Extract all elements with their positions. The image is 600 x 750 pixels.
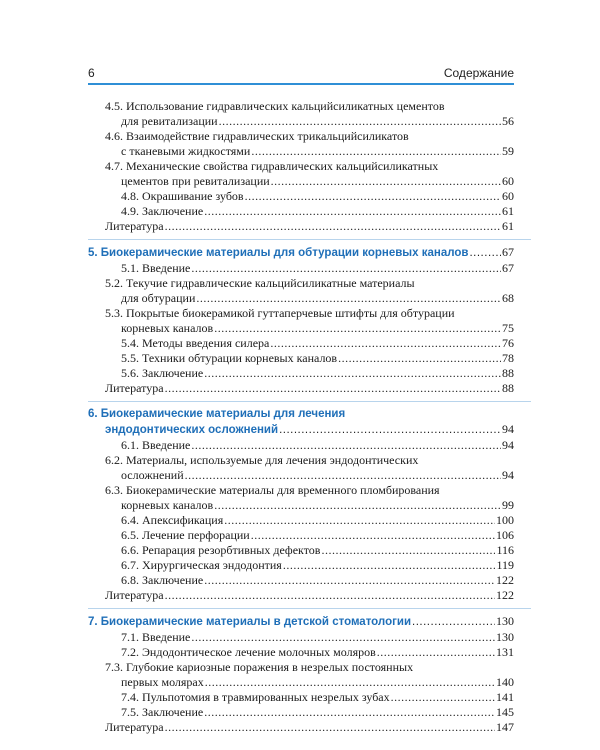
dot-leader (214, 498, 501, 513)
toc-entry-text: 6.3. Биокерамические материалы для временного пломбирования (105, 483, 440, 497)
toc-page-number: 116 (496, 543, 514, 557)
toc-entry (105, 438, 514, 453)
toc-page-number: 59 (502, 144, 514, 158)
toc-page-number: 88 (502, 366, 514, 380)
toc-entry (105, 366, 514, 381)
toc-entry-text: 5.3. Покрытые биокерамикой гуттаперчевые штифты для обтурации (105, 306, 455, 320)
toc-line (105, 219, 514, 234)
toc-entry-text: 6. Биокерамические материалы для лечения (88, 408, 346, 420)
toc-entry-text: 6.5. Лечение перфорации (121, 528, 250, 542)
toc-line (105, 114, 514, 129)
section-title: Содержание (443, 66, 514, 80)
toc-entry-text: осложнений (121, 468, 184, 482)
toc-page-number: 100 (496, 513, 514, 527)
dot-leader (270, 336, 501, 351)
dot-leader (185, 468, 501, 483)
toc-line (88, 407, 514, 422)
toc-line (105, 321, 514, 336)
toc-line (105, 204, 514, 219)
toc-entry (105, 513, 514, 528)
toc-line (105, 483, 514, 498)
dot-leader (191, 630, 495, 645)
dot-leader (391, 690, 495, 705)
toc-entry-text: 5.1. Введение (121, 261, 191, 275)
page-number: 6 (88, 66, 95, 80)
toc-entry-text: Литература (105, 219, 164, 233)
dot-leader (219, 114, 501, 129)
toc-page-number: 130 (496, 614, 514, 628)
dot-leader (205, 675, 495, 690)
dot-leader (204, 366, 501, 381)
dot-leader (469, 246, 501, 261)
toc-entry-text: 7.5. Заключение (121, 705, 204, 719)
toc-entry-text: 7.2. Эндодонтическое лечение молочных моляров (121, 645, 376, 659)
toc-entry (105, 573, 514, 588)
dot-leader (204, 705, 495, 720)
dot-leader (321, 543, 495, 558)
toc-line (105, 381, 514, 396)
dot-leader (165, 381, 501, 396)
dot-leader (191, 261, 501, 276)
toc-page-number: 61 (502, 204, 514, 218)
toc-page-number: 145 (496, 705, 514, 719)
toc-line (88, 422, 514, 438)
toc-line (105, 189, 514, 204)
toc-entry (105, 588, 514, 603)
toc-line (105, 261, 514, 276)
toc-page-number: 75 (502, 321, 514, 335)
dot-leader (165, 588, 495, 603)
toc-entry-text: с тканевыми жидкостями (121, 144, 251, 158)
toc-entry-text: Литература (105, 720, 164, 734)
toc-entry-text: первых молярах (121, 675, 204, 689)
toc-line (105, 690, 514, 705)
toc-entry-text: 5.6. Заключение (121, 366, 204, 380)
dot-leader (251, 528, 495, 543)
toc-entry-text: корневых каналов (121, 498, 214, 512)
toc-page-number: 140 (496, 675, 514, 689)
dot-leader (204, 204, 501, 219)
toc-entry-text: 4.8. Окрашивание зубов (121, 189, 244, 203)
toc-line (105, 438, 514, 453)
toc-page-number: 147 (496, 720, 514, 734)
toc-line (105, 528, 514, 543)
toc-entry-text: 7.3. Глубокие кариозные поражения в незрелых постоянных (105, 660, 414, 674)
toc-page-number: 78 (502, 351, 514, 365)
toc-line (105, 543, 514, 558)
toc-entry (105, 219, 514, 234)
toc-entry (105, 483, 514, 513)
toc-entry-text: цементов при ревитализации (121, 174, 270, 188)
toc-page-number: 68 (502, 291, 514, 305)
header-rule (88, 83, 514, 85)
toc-entry-text: 6.4. Апексификация (121, 513, 224, 527)
toc-page-number: 141 (496, 690, 514, 704)
toc-line (88, 614, 514, 630)
toc-line (105, 675, 514, 690)
toc-page-number: 60 (502, 174, 514, 188)
toc-entry (105, 336, 514, 351)
toc-entry-text: 5.4. Методы введения силера (121, 336, 270, 350)
toc-entry (105, 159, 514, 189)
toc-line (105, 645, 514, 660)
toc-line (105, 498, 514, 513)
toc-entry (105, 690, 514, 705)
toc-page-number: 94 (502, 422, 514, 436)
toc-line (105, 573, 514, 588)
toc-entry-text: 6.8. Заключение (121, 573, 204, 587)
toc-entry (105, 528, 514, 543)
toc-line (105, 660, 514, 675)
toc-page-number: 67 (502, 245, 514, 259)
toc-entry (105, 351, 514, 366)
dot-leader (338, 351, 501, 366)
toc-entry (105, 204, 514, 219)
toc-page-number: 119 (496, 558, 514, 572)
toc-entry (105, 381, 514, 396)
toc-entry (105, 129, 514, 159)
toc-line (88, 245, 514, 261)
toc-line (105, 453, 514, 468)
toc-entry-text: 5. Биокерамические материалы для обтурации корневых каналов (88, 247, 469, 259)
toc-page-number: 94 (502, 468, 514, 482)
toc-line (105, 336, 514, 351)
toc-page-number: 60 (502, 189, 514, 203)
toc-page-number: 99 (502, 498, 514, 512)
toc-entry-text: 7.4. Пульпотомия в травмированных незрелых зубах (121, 690, 390, 704)
toc-entry-text: 7. Биокерамические материалы в детской стоматологии (88, 616, 412, 628)
dot-leader (191, 438, 501, 453)
dot-leader (279, 423, 501, 438)
toc-entry-text: 5.5. Техники обтурации корневых каналов (121, 351, 338, 365)
toc-entry-text: для обтурации (121, 291, 196, 305)
toc-entry-text: 4.7. Механические свойства гидравлических кальцийсиликатных (105, 159, 439, 173)
toc-entry (105, 720, 514, 735)
chapter-heading (88, 407, 514, 438)
toc-entry-text: эндодонтических осложнений (105, 424, 279, 436)
toc-entry (105, 705, 514, 720)
chapter-divider (88, 239, 531, 240)
toc-entry (105, 453, 514, 483)
chapter-heading (88, 614, 514, 630)
dot-leader (224, 513, 495, 528)
dot-leader (214, 321, 501, 336)
dot-leader (271, 174, 501, 189)
toc-line (105, 159, 514, 174)
dot-leader (377, 645, 495, 660)
toc-page-number: 76 (502, 336, 514, 350)
toc-entry (105, 261, 514, 276)
toc-page-number: 122 (496, 588, 514, 602)
toc-line (105, 558, 514, 573)
toc-entry (105, 99, 514, 129)
dot-leader (196, 291, 501, 306)
toc-page-number: 106 (496, 528, 514, 542)
toc-line (105, 99, 514, 114)
toc-entry (105, 660, 514, 690)
toc-entry-text: корневых каналов (121, 321, 214, 335)
dot-leader (165, 720, 495, 735)
toc-page-number: 61 (502, 219, 514, 233)
toc-entry-text: 4.6. Взаимодействие гидравлических трикальцийсиликатов (105, 129, 409, 143)
toc-line (105, 366, 514, 381)
chapter-heading (88, 245, 514, 261)
toc-page-number: 130 (496, 630, 514, 644)
toc-entry-text: для ревитализации (121, 114, 218, 128)
toc-entry-text: Литература (105, 381, 164, 395)
toc-line (105, 513, 514, 528)
toc-line (105, 144, 514, 159)
toc-entry-text: 4.5. Использование гидравлических кальцийсиликатных цементов (105, 99, 445, 113)
toc-entry-text: 4.9. Заключение (121, 204, 204, 218)
toc-entry (105, 543, 514, 558)
dot-leader (283, 558, 496, 573)
toc-entry-text: Литература (105, 588, 164, 602)
dot-leader (245, 189, 501, 204)
toc-entry (105, 558, 514, 573)
toc-page-number: 56 (502, 114, 514, 128)
toc-entry-text: 5.2. Текучие гидравлические кальцийсиликатные материалы (105, 276, 415, 290)
toc-page-number: 88 (502, 381, 514, 395)
toc-line (105, 351, 514, 366)
toc-line (105, 276, 514, 291)
toc-entry (105, 630, 514, 645)
toc-line (105, 588, 514, 603)
toc-line (105, 291, 514, 306)
toc-entry-text: 7.1. Введение (121, 630, 191, 644)
dot-leader (412, 615, 495, 630)
toc-entry (105, 276, 514, 306)
toc-entry-text: 6.7. Хирургическая эндодонтия (121, 558, 282, 572)
toc-page-number: 122 (496, 573, 514, 587)
chapter-divider (88, 608, 531, 609)
dot-leader (165, 219, 501, 234)
toc-entry (105, 645, 514, 660)
toc-entry (105, 306, 514, 336)
toc-line (105, 129, 514, 144)
toc-entry (105, 189, 514, 204)
toc-line (105, 306, 514, 321)
toc-line (105, 720, 514, 735)
toc-line (105, 468, 514, 483)
toc-page-number: 94 (502, 438, 514, 452)
running-header (88, 66, 514, 82)
toc-entry-text: 6.1. Введение (121, 438, 191, 452)
toc-page-number: 131 (496, 645, 514, 659)
toc-entry-text: 6.2. Материалы, используемые для лечения эндодонтических (105, 453, 419, 467)
chapter-divider (88, 401, 531, 402)
dot-leader (204, 573, 495, 588)
table-of-contents (88, 99, 514, 735)
dot-leader (251, 144, 501, 159)
toc-line (105, 174, 514, 189)
toc-entry-text: 6.6. Репарация резорбтивных дефектов (121, 543, 321, 557)
toc-line (105, 705, 514, 720)
toc-line (105, 630, 514, 645)
toc-page-number: 67 (502, 261, 514, 275)
